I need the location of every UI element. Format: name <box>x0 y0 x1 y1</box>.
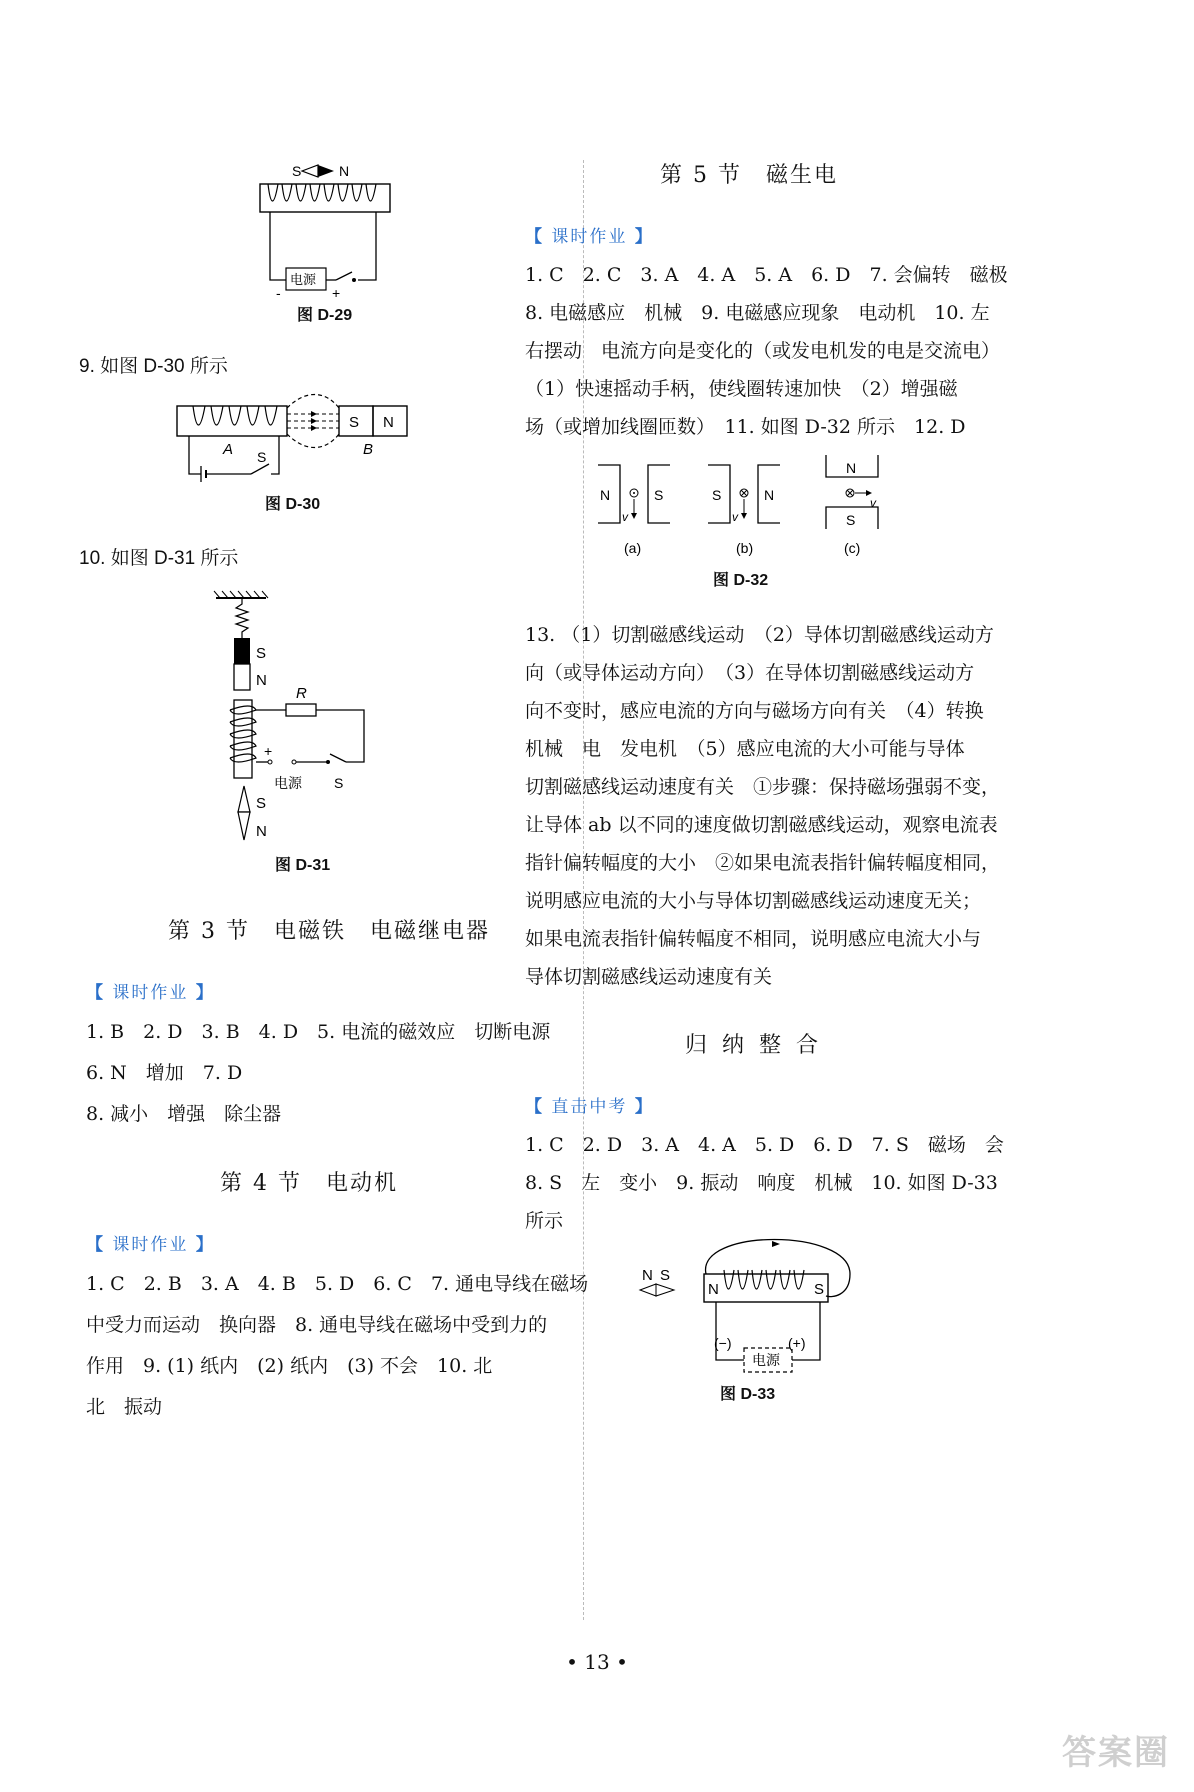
fig30-coil <box>193 406 277 425</box>
sec5-line-1: 1. C 2. C 3. A 4. A 5. A 6. D 7. 会偏转 磁极 <box>525 264 1008 286</box>
fig33-coil-n-label: N <box>708 1281 719 1298</box>
q13-line-6: 让导体 ab 以不同的速度做切割磁感线运动，观察电流表 <box>525 814 998 836</box>
fig33-needle-left <box>640 1284 656 1296</box>
fig32-caption: 图 D-32 <box>713 572 769 589</box>
fig31-magnet-n <box>234 664 250 690</box>
q13-line-8: 说明感应电流的大小与导体切割磁感线运动速度无关； <box>525 890 982 912</box>
fig29-coil <box>268 184 376 201</box>
fig29-n-label: N <box>339 163 350 179</box>
sec4-line-4: 北 振动 <box>86 1396 163 1418</box>
sec4-line-2: 中受力而运动 换向器 8. 通电导线在磁场中受到力的 <box>86 1314 548 1336</box>
fig31-switch-label: S <box>334 775 344 791</box>
fig33-needle-right <box>656 1284 674 1296</box>
fig30-n-label: N <box>383 414 394 431</box>
fig32c-v: v <box>870 496 876 510</box>
fig29-minus: - <box>276 285 281 301</box>
figure-d29 <box>240 160 420 360</box>
fig32a-n: N <box>600 487 611 503</box>
fig30-b-label: B <box>363 441 374 458</box>
compass-needle-s <box>302 165 318 177</box>
q13-line-5: 切割磁感线运动速度有关 ①步骤：保持磁场强弱不变， <box>525 776 1001 798</box>
sec3-line-2: 6. N 增加 7. D <box>86 1062 243 1084</box>
compass-needle-n <box>318 165 334 177</box>
fig29-power-label: 电源 <box>290 272 317 287</box>
fig33-caption: 图 D-33 <box>720 1386 776 1403</box>
fig32a-label: (a) <box>624 540 642 556</box>
q9-text: 9. 如图 D-30 所示 <box>79 356 228 377</box>
fig32a-s: S <box>654 487 664 503</box>
summary-tag-label: 直击中考 <box>551 1097 628 1117</box>
sec3-tag-label: 课时作业 <box>112 983 189 1003</box>
figure-d33 <box>636 1234 866 1384</box>
fig29-caption: 图 D-29 <box>297 307 353 324</box>
fig33-coil <box>724 1270 804 1289</box>
q13-line-7: 指针偏转幅度的大小 ②如果电流表指针偏转幅度相同， <box>525 852 1001 874</box>
fig31-s-top: S <box>256 645 267 662</box>
fig31-resistor <box>286 704 316 716</box>
fig32c-label: (c) <box>844 540 861 556</box>
fig29-plus: + <box>332 285 341 301</box>
fig33-plus: (+) <box>788 1335 806 1351</box>
sec4-line-1: 1. C 2. B 3. A 4. B 5. D 6. C 7. 通电导线在磁场 <box>86 1273 589 1295</box>
fig32c-n: N <box>846 460 857 476</box>
fig31-spring <box>236 598 248 638</box>
fig29-switch <box>336 272 352 280</box>
fig32b-s: S <box>712 487 722 503</box>
fig30-switch-label: S <box>257 449 267 465</box>
fig30-s-label: S <box>349 414 360 431</box>
q13-line-10: 导体切割磁感线运动速度有关 <box>525 966 773 988</box>
fig32b-n: N <box>764 487 775 503</box>
q13-line-9: 如果电流表指针偏转幅度不相同，说明感应电流大小与 <box>525 928 982 950</box>
figure-d30 <box>175 394 435 494</box>
fig33-needle-s-label: S <box>660 1267 671 1284</box>
sec4-tag-label: 课时作业 <box>112 1235 189 1255</box>
sec3-line-3: 8. 减小 增强 除尘器 <box>86 1103 282 1125</box>
sec4-tag: 【 课时作业 】 <box>86 1235 215 1255</box>
fig31-magnet-s <box>234 638 250 664</box>
page-number: • 13 • <box>566 1650 628 1674</box>
q13-line-4: 机械 电 发电机 （5）感应电流的大小可能与导体 <box>525 738 965 760</box>
fig31-plus: + <box>264 743 273 759</box>
sec5-tag: 【 课时作业 】 <box>525 227 654 247</box>
watermark-logo: 答案圈 <box>1062 1734 1170 1772</box>
fig30-a-label: A <box>223 441 234 458</box>
summary-tag: 【 直击中考 】 <box>525 1097 654 1117</box>
fig33-needle-n-label: N <box>642 1267 653 1284</box>
q13-line-3: 向不变时，感应电流的方向与磁场方向有关 （4）转换 <box>525 700 984 722</box>
summary-line-3: 所示 <box>525 1210 564 1232</box>
fig32a-v: v <box>622 510 628 524</box>
fig32c-s: S <box>846 512 856 528</box>
sec5-line-2: 8. 电磁感应 机械 9. 电磁感应现象 电动机 10. 左 <box>525 302 990 324</box>
fig33-core <box>704 1274 828 1302</box>
fig30-caption: 图 D-30 <box>265 496 321 513</box>
summary-line-2: 8. S 左 变小 9. 振动 响度 机械 10. 如图 D-33 <box>525 1172 998 1194</box>
summary-title: 归 纳 整 合 <box>685 1033 822 1058</box>
fig31-caption: 图 D-31 <box>275 857 331 874</box>
fig31-r-label: R <box>296 685 307 702</box>
fig31-switch <box>330 754 346 762</box>
fig31-s-bottom: S <box>256 795 267 812</box>
sec4-title: 第 4 节 电动机 <box>220 1171 398 1196</box>
fig30-switch <box>251 464 269 474</box>
fig33-power-label: 电源 <box>752 1352 780 1368</box>
q13-line-2: 向（或导体运动方向） （3）在导体切割磁感线运动方 <box>525 662 975 684</box>
q13-line-1: 13. （1）切割磁感线运动 （2）导体切割磁感线运动方 <box>525 624 994 646</box>
sec5-line-3: 右摆动 电流方向是变化的（或发电机发的电是交流电） <box>525 340 1001 362</box>
fig31-needle-n <box>238 812 250 840</box>
sec5-title: 第 5 节 磁生电 <box>660 163 838 188</box>
sec3-title: 第 3 节 电磁铁 电磁继电器 <box>168 919 490 944</box>
fig32b-v: v <box>732 510 738 524</box>
summary-line-1: 1. C 2. D 3. A 4. A 5. D 6. D 7. S 磁场 会 <box>525 1134 1004 1156</box>
fig33-minus: (−) <box>714 1335 732 1351</box>
sec4-line-3: 作用 9. (1) 纸内 (2) 纸内 (3) 不会 10. 北 <box>86 1355 493 1377</box>
fig31-n-bottom: N <box>256 823 267 840</box>
fig31-n-top: N <box>256 672 267 689</box>
fig32b-label: (b) <box>736 540 754 556</box>
q10-text: 10. 如图 D-31 所示 <box>79 548 239 569</box>
sec3-tag: 【 课时作业 】 <box>86 983 215 1003</box>
sec5-line-5: 场（或增加线圈匝数） 11. 如图 D-32 所示 12. D <box>525 416 966 438</box>
sec3-line-1: 1. B 2. D 3. B 4. D 5. 电流的磁效应 切断电源 <box>86 1021 551 1043</box>
sec5-tag-label: 课时作业 <box>551 227 628 247</box>
fig31-power-label: 电源 <box>274 775 302 791</box>
figure-d32 <box>592 455 892 565</box>
sec5-line-4: （1）快速摇动手柄，使线圈转速加快 （2）增强磁 <box>525 378 958 400</box>
fig33-coil-s-label: S <box>814 1281 825 1298</box>
fig31-needle-s <box>238 786 250 812</box>
figure-d31 <box>210 590 380 850</box>
fig29-s-label: S <box>292 163 302 179</box>
